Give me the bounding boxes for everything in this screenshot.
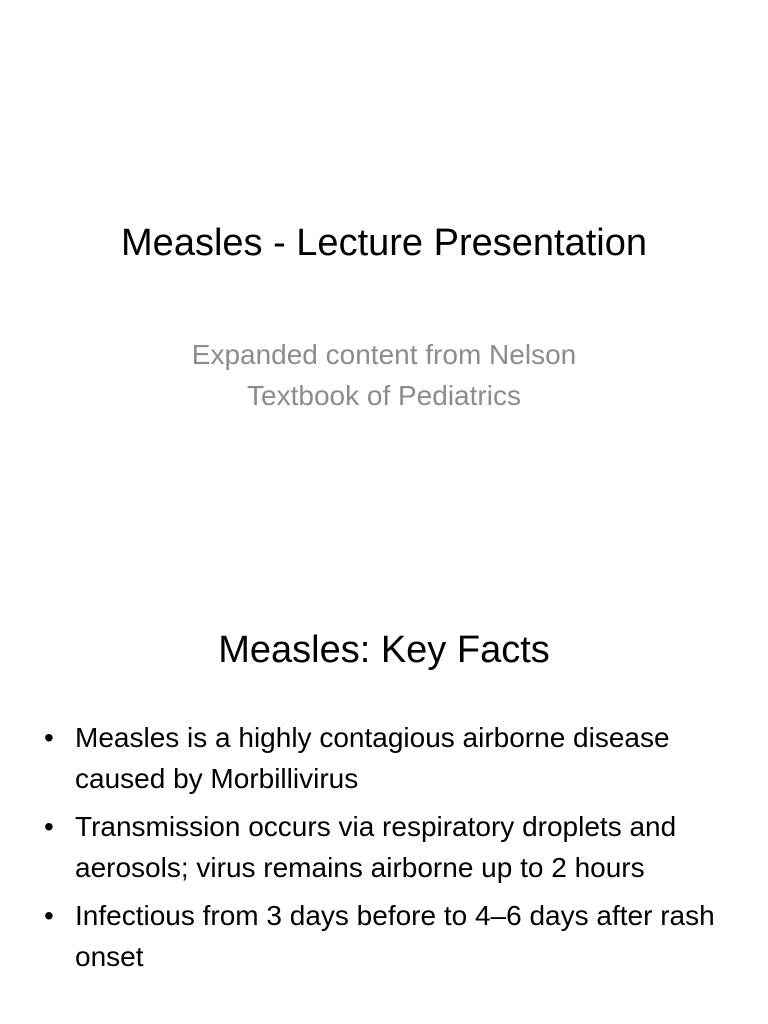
slide-subtitle: Expanded content from Nelson Textbook of Pediatrics (191, 339, 577, 411)
bullet-list (44, 717, 734, 984)
bullet-item (44, 717, 734, 799)
bullet-text: Infectious from 3 days before to 4–6 days after rash onset (75, 900, 715, 972)
bullet-icon: • (44, 811, 54, 842)
bullet-text: Transmission occurs via respiratory droplets and aerosols; virus remains airborne up to 2 hours (75, 811, 677, 883)
bullet-item (44, 895, 734, 977)
slide-title: Measles - Lecture Presentation (121, 222, 647, 264)
key-facts-slide (0, 576, 768, 1024)
slide-title: Measles: Key Facts (218, 629, 550, 671)
bullet-item (44, 806, 734, 888)
bullet-icon: • (44, 722, 54, 753)
bullet-text: Measles is a highly contagious airborne disease caused by Morbillivirus (75, 722, 670, 794)
bullet-icon: • (44, 900, 54, 931)
